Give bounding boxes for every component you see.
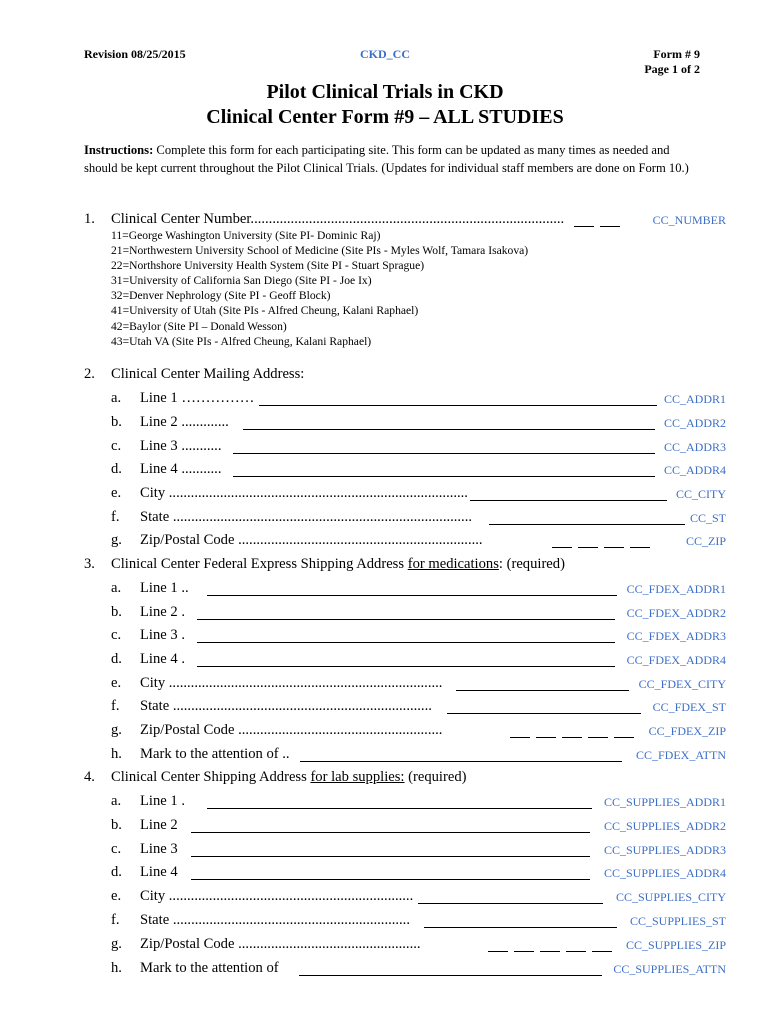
variable-code: CC_SUPPLIES_ADDR2	[603, 819, 726, 833]
zip-digit-field[interactable]	[566, 951, 586, 952]
fill-in-line[interactable]	[243, 429, 655, 430]
center-option: 31=University of California San Diego (Site PI - Joe Ix)	[111, 274, 372, 288]
variable-code: CC_ADDR2	[663, 416, 726, 430]
zip-digit-field[interactable]	[604, 547, 624, 548]
q1-code: CC_NUMBER	[652, 213, 726, 227]
row-letter: g.	[111, 722, 122, 738]
row-letter: b.	[111, 817, 122, 833]
row-letter: h.	[111, 960, 122, 976]
row-letter: f.	[111, 698, 120, 714]
variable-code: CC_FDEX_ADDR4	[626, 653, 726, 667]
row-letter: h.	[111, 746, 122, 762]
instructions-text: Complete this form for each participating site. This form can be updated as many times as needed and should be kept current throughout the Pilot Clinical Trials. (Updates for individual staff members are done on Form 10.)	[84, 143, 689, 175]
center-option: 21=Northwestern University School of Medicine (Site PIs - Myles Wolf, Tamara Isakova)	[111, 244, 529, 258]
row-letter: g.	[111, 936, 122, 952]
fill-in-line[interactable]	[191, 879, 590, 880]
row-letter: a.	[111, 580, 122, 596]
center-option: 41=University of Utah (Site PIs - Alfred Cheung, Kalani Raphael)	[111, 304, 419, 318]
row-label: State ..................................................................................	[140, 509, 473, 525]
center-option: 42=Baylor (Site PI – Donald Wesson)	[111, 319, 287, 333]
variable-code: CC_ADDR3	[663, 440, 726, 454]
variable-code: CC_SUPPLIES_CITY	[615, 890, 726, 904]
q3-number: 3.	[84, 556, 95, 572]
row-label: City ...................................................................	[140, 888, 414, 904]
row-letter: f.	[111, 912, 120, 928]
fill-in-line[interactable]	[299, 975, 602, 976]
variable-code: CC_SUPPLIES_ST	[629, 914, 726, 928]
q2-number: 2.	[84, 366, 95, 382]
row-letter: c.	[111, 438, 122, 454]
q2-row-d	[84, 461, 726, 481]
row-label: Zip/Postal Code ........................................................	[140, 722, 443, 738]
variable-code: CC_FDEX_ADDR3	[626, 629, 726, 643]
variable-code: CC_ADDR4	[663, 463, 726, 477]
zip-digit-field[interactable]	[614, 737, 634, 738]
form-number: Form # 9	[653, 47, 700, 61]
zip-digit-field[interactable]	[578, 547, 598, 548]
variable-code: CC_SUPPLIES_ADDR3	[603, 843, 726, 857]
row-label: Line 2 .	[140, 604, 185, 620]
fill-in-line[interactable]	[233, 476, 655, 477]
row-letter: a.	[111, 390, 122, 406]
q4-row-c	[84, 841, 726, 861]
row-letter: e.	[111, 888, 122, 904]
q3-row-f	[84, 698, 726, 718]
zip-digit-field[interactable]	[488, 951, 508, 952]
row-letter: e.	[111, 675, 122, 691]
q1-digit-2[interactable]	[600, 226, 620, 227]
fill-in-line[interactable]	[447, 713, 641, 714]
fill-in-line[interactable]	[191, 856, 590, 857]
zip-digit-field[interactable]	[592, 951, 612, 952]
variable-code: CC_ST	[689, 511, 726, 525]
q2-label: Clinical Center Mailing Address:	[111, 366, 305, 382]
row-label: Zip/Postal Code ..................................................	[140, 936, 421, 952]
q3-row-d	[84, 651, 726, 671]
q2-row-c	[84, 438, 726, 458]
row-letter: d.	[111, 461, 122, 477]
center-option: 32=Denver Nephrology (Site PI - Geoff Block)	[111, 289, 331, 303]
variable-code: CC_CITY	[675, 487, 726, 501]
q3-row-b	[84, 604, 726, 624]
fill-in-line[interactable]	[424, 927, 617, 928]
fill-in-line[interactable]	[300, 761, 622, 762]
variable-code: CC_SUPPLIES_ZIP	[625, 938, 726, 952]
q2-row-g	[84, 532, 726, 552]
title-line-2: Clinical Center Form #9 – ALL STUDIES	[206, 106, 564, 128]
variable-code: CC_FDEX_ZIP	[648, 724, 726, 738]
q2-heading	[84, 366, 726, 386]
form-id: CKD_CC	[360, 47, 410, 61]
zip-digit-field[interactable]	[536, 737, 556, 738]
center-option: 22=Northshore University Health System (Site PI - Stuart Sprague)	[111, 259, 425, 273]
zip-digit-field[interactable]	[562, 737, 582, 738]
variable-code: CC_FDEX_CITY	[638, 677, 726, 691]
row-label: State .......................................................................	[140, 698, 432, 714]
q3-row-g	[84, 722, 726, 742]
zip-digit-field[interactable]	[510, 737, 530, 738]
q1-number: 1.	[84, 211, 95, 227]
center-option: 43=Utah VA (Site PIs - Alfred Cheung, Kalani Raphael)	[111, 334, 372, 348]
row-label: Line 3	[140, 841, 178, 857]
variable-code: CC_SUPPLIES_ADDR4	[603, 866, 726, 880]
row-label: Zip/Postal Code ...................................................................	[140, 532, 483, 548]
q4-heading	[84, 769, 726, 789]
form-number-block	[644, 47, 700, 77]
zip-digit-field[interactable]	[514, 951, 534, 952]
q3-label	[111, 556, 565, 573]
page-title	[0, 80, 770, 130]
q4-row-g	[84, 936, 726, 956]
variable-code: CC_FDEX_ATTN	[635, 748, 726, 762]
zip-digit-field[interactable]	[552, 547, 572, 548]
row-label: Mark to the attention of	[140, 960, 279, 976]
q3-heading	[84, 556, 726, 576]
q1-label	[111, 211, 564, 228]
q4-label-pre: Clinical Center Shipping Address	[111, 769, 311, 785]
row-label: Line 1 .	[140, 793, 185, 809]
q3-label-post: : (required)	[498, 556, 565, 572]
q2-row-b	[84, 414, 726, 434]
fill-in-line[interactable]	[456, 690, 629, 691]
row-letter: f.	[111, 509, 120, 525]
fill-in-line[interactable]	[259, 405, 657, 406]
instructions	[84, 141, 706, 177]
row-letter: d.	[111, 651, 122, 667]
row-label: Line 4 .	[140, 651, 185, 667]
q3-row-a	[84, 580, 726, 600]
q3-row-c	[84, 627, 726, 647]
variable-code: CC_FDEX_ST	[652, 700, 726, 714]
q3-label-underlined: for medications	[407, 556, 499, 572]
q3-row-e	[84, 675, 726, 695]
row-letter: e.	[111, 485, 122, 501]
page-number: Page 1 of 2	[644, 62, 700, 76]
q4-row-d	[84, 864, 726, 884]
zip-digit-field[interactable]	[630, 547, 650, 548]
q4-row-f	[84, 912, 726, 932]
row-label: City ...........................................................................	[140, 675, 443, 691]
q4-label-post: (required)	[404, 769, 467, 785]
fill-in-line[interactable]	[197, 666, 615, 667]
fill-in-line[interactable]	[207, 808, 592, 809]
q4-row-a	[84, 793, 726, 813]
center-option: 11=George Washington University (Site PI- Dominic Raj)	[111, 229, 381, 242]
zip-digit-field[interactable]	[588, 737, 608, 738]
q4-row-e	[84, 888, 726, 908]
q2-row-a	[84, 390, 726, 410]
row-label: Line 2 .............	[140, 414, 229, 430]
q4-number: 4.	[84, 769, 95, 785]
zip-digit-field[interactable]	[540, 951, 560, 952]
fill-in-line[interactable]	[191, 832, 590, 833]
variable-code: CC_SUPPLIES_ATTN	[613, 962, 726, 976]
variable-code: CC_FDEX_ADDR1	[626, 582, 726, 596]
row-label: Line 3 ...........	[140, 438, 222, 454]
row-letter: b.	[111, 604, 122, 620]
row-label: Line 4	[140, 864, 178, 880]
row-letter: c.	[111, 627, 122, 643]
row-label: Line 2	[140, 817, 178, 833]
fill-in-line[interactable]	[233, 453, 655, 454]
q4-row-h	[84, 960, 726, 980]
title-line-1: Pilot Clinical Trials in CKD	[266, 81, 504, 103]
fill-in-line[interactable]	[197, 642, 615, 643]
variable-code: CC_ZIP	[685, 534, 726, 548]
row-label: City ..................................................................................	[140, 485, 468, 501]
instructions-label: Instructions:	[84, 143, 154, 157]
q3-row-h	[84, 746, 726, 766]
fill-in-line[interactable]	[207, 595, 617, 596]
variable-code: CC_SUPPLIES_ADDR1	[603, 795, 726, 809]
row-letter: a.	[111, 793, 122, 809]
q4-label	[111, 769, 466, 786]
fill-in-line[interactable]	[418, 903, 603, 904]
fill-in-line[interactable]	[470, 500, 667, 501]
q2-row-e	[84, 485, 726, 505]
fill-in-line[interactable]	[489, 524, 685, 525]
row-letter: g.	[111, 532, 122, 548]
row-label: Line 3 .	[140, 627, 185, 643]
row-label: Line 1 ……………	[140, 390, 255, 406]
q4-label-underlined: for lab supplies:	[310, 769, 405, 785]
q1-dots: ......................................................................................	[250, 211, 565, 227]
fill-in-line[interactable]	[197, 619, 615, 620]
variable-code: CC_FDEX_ADDR2	[626, 606, 726, 620]
variable-code: CC_ADDR1	[663, 392, 726, 406]
q1-digit-1[interactable]	[574, 226, 594, 227]
row-letter: d.	[111, 864, 122, 880]
q4-row-b	[84, 817, 726, 837]
row-letter: b.	[111, 414, 122, 430]
q1-label-text: Clinical Center Number	[111, 211, 251, 227]
q1-options	[111, 228, 528, 349]
row-label: Line 1 ..	[140, 580, 189, 596]
row-label: Mark to the attention of ..	[140, 746, 290, 762]
row-letter: c.	[111, 841, 122, 857]
row-label: Line 4 ...........	[140, 461, 222, 477]
row-label: State .................................................................	[140, 912, 410, 928]
revision-date: Revision 08/25/2015	[84, 47, 186, 61]
q2-row-f	[84, 509, 726, 529]
q3-label-pre: Clinical Center Federal Express Shipping Address	[111, 556, 408, 572]
